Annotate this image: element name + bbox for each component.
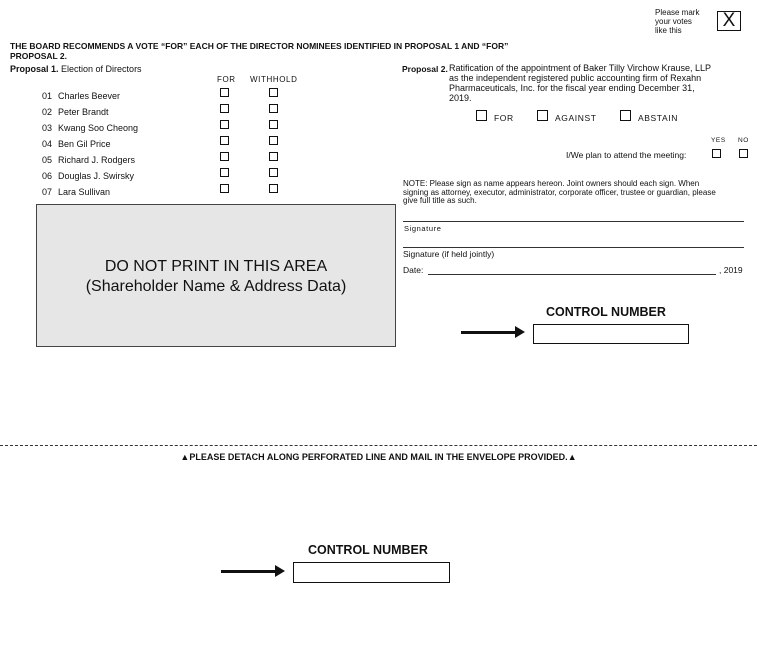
nominee-row	[42, 123, 138, 133]
date-label: Date:	[403, 265, 424, 275]
proposal2-text	[449, 63, 749, 103]
nominee-number: 02	[42, 107, 53, 117]
attend-meeting-label: I/We plan to attend the meeting:	[566, 150, 687, 160]
nominee-number: 04	[42, 139, 53, 149]
perforated-line	[0, 445, 757, 446]
proposal1-title: Election of Directors	[61, 64, 142, 74]
example-mark-x-icon: X	[717, 11, 741, 31]
nominee-03-withhold-checkbox[interactable]	[269, 120, 278, 129]
proposal2-label: Proposal 2.	[402, 64, 448, 74]
nominee-04-for-checkbox[interactable]	[220, 136, 229, 145]
nominee-04-withhold-checkbox[interactable]	[269, 136, 278, 145]
shareholder-address-area	[36, 204, 396, 347]
board-recommendation-line1: THE BOARD RECOMMENDS A VOTE “FOR” EACH OF THE DIRECTOR NOMINEES IDENTIFIED IN PROPOSAL 1 AND “FOR”	[10, 41, 509, 51]
detach-instructions	[0, 452, 757, 462]
control-number-label-bottom: CONTROL NUMBER	[308, 543, 428, 557]
attend-yes-checkbox[interactable]	[712, 149, 721, 158]
nominee-05-for-checkbox[interactable]	[220, 152, 229, 161]
nominee-07-for-checkbox[interactable]	[220, 184, 229, 193]
nominee-03-for-checkbox[interactable]	[220, 120, 229, 129]
attend-no-label: NO	[738, 137, 749, 144]
mark-instructions-line1: Please mark	[655, 8, 700, 17]
nominee-row	[42, 107, 109, 117]
mark-instructions	[655, 8, 699, 35]
nominee-number: 07	[42, 187, 53, 197]
nominee-number: 06	[42, 171, 53, 181]
arrow-right-icon	[461, 331, 517, 334]
proposal2-text-line3: Pharmaceuticals, Inc. for the fiscal year ending December 31,	[449, 83, 695, 93]
proposal1-col-for: FOR	[217, 75, 236, 84]
proposal2-text-line1: Ratification of the appointment of Baker Tilly Virchow Krause, LLP	[449, 63, 711, 73]
nominee-row	[42, 187, 110, 197]
nominee-row	[42, 171, 134, 181]
nominee-name: Peter Brandt	[58, 107, 109, 117]
signature-line[interactable]	[403, 221, 744, 222]
date-line[interactable]	[428, 274, 716, 275]
proposal2-against-checkbox[interactable]	[537, 110, 548, 121]
signing-note	[403, 180, 751, 206]
proposal1-heading	[10, 64, 142, 74]
board-recommendation-line2: PROPOSAL 2.	[10, 51, 67, 61]
proposal2-against-label: AGAINST	[555, 113, 597, 123]
nominee-row	[42, 139, 111, 149]
nominee-06-for-checkbox[interactable]	[220, 168, 229, 177]
address-area-line2: (Shareholder Name & Address Data)	[85, 278, 347, 295]
control-number-box-bottom[interactable]	[293, 562, 450, 583]
nominee-name: Richard J. Rodgers	[58, 155, 136, 165]
proposal2-for-checkbox[interactable]	[476, 110, 487, 121]
joint-signature-label: Signature (if held jointly)	[403, 249, 495, 259]
mark-instructions-line2: your votes	[655, 17, 692, 26]
nominee-number: 03	[42, 123, 53, 133]
nominee-name: Charles Beever	[58, 91, 121, 101]
joint-signature-line[interactable]	[403, 247, 744, 248]
proposal2-abstain-label: ABSTAIN	[638, 113, 678, 123]
date-year-suffix: , 2019	[719, 265, 743, 275]
proposal1-label: Proposal 1.	[10, 64, 59, 74]
nominee-name: Lara Sullivan	[58, 187, 111, 197]
nominee-02-for-checkbox[interactable]	[220, 104, 229, 113]
nominee-06-withhold-checkbox[interactable]	[269, 168, 278, 177]
proposal2-text-line2: as the independent registered public accounting firm of Rexahn	[449, 73, 702, 83]
nominee-number: 01	[42, 91, 53, 101]
note-line3: give full title as such.	[403, 196, 477, 205]
nominee-07-withhold-checkbox[interactable]	[269, 184, 278, 193]
proposal1-col-withhold: WITHHOLD	[250, 75, 298, 84]
board-recommendation	[10, 41, 508, 61]
triangle-up-icon: ▲	[567, 452, 577, 462]
nominee-name: Kwang Soo Cheong	[58, 123, 139, 133]
nominee-name: Ben Gil Price	[58, 139, 111, 149]
attend-yes-label: YES	[711, 137, 726, 144]
detach-text: PLEASE DETACH ALONG PERFORATED LINE AND MAIL IN THE ENVELOPE PROVIDED.	[189, 452, 568, 462]
nominee-01-withhold-checkbox[interactable]	[269, 88, 278, 97]
control-number-label-top: CONTROL NUMBER	[546, 305, 666, 319]
nominee-05-withhold-checkbox[interactable]	[269, 152, 278, 161]
mark-instructions-line3: like this	[655, 26, 682, 35]
signature-label: Signature	[404, 224, 442, 233]
note-line2: signing as attorney, executor, administrator, corporate officer, trustee or guardian, please	[403, 187, 716, 197]
attend-no-checkbox[interactable]	[739, 149, 748, 158]
nominee-01-for-checkbox[interactable]	[220, 88, 229, 97]
nominee-02-withhold-checkbox[interactable]	[269, 104, 278, 113]
nominee-number: 05	[42, 155, 53, 165]
proposal2-for-label: FOR	[494, 113, 514, 123]
address-area-line1: DO NOT PRINT IN THIS AREA	[104, 258, 328, 275]
note-line1: NOTE: Please sign as name appears hereon. Joint owners should each sign. When	[403, 179, 700, 188]
arrow-right-icon	[221, 570, 277, 573]
proposal2-text-line4: 2019.	[449, 93, 472, 103]
nominee-row	[42, 155, 135, 165]
nominee-row	[42, 91, 120, 101]
nominee-name: Douglas J. Swirsky	[58, 171, 135, 181]
proposal2-abstain-checkbox[interactable]	[620, 110, 631, 121]
control-number-box-top[interactable]	[533, 324, 689, 344]
triangle-up-icon: ▲	[180, 452, 190, 462]
